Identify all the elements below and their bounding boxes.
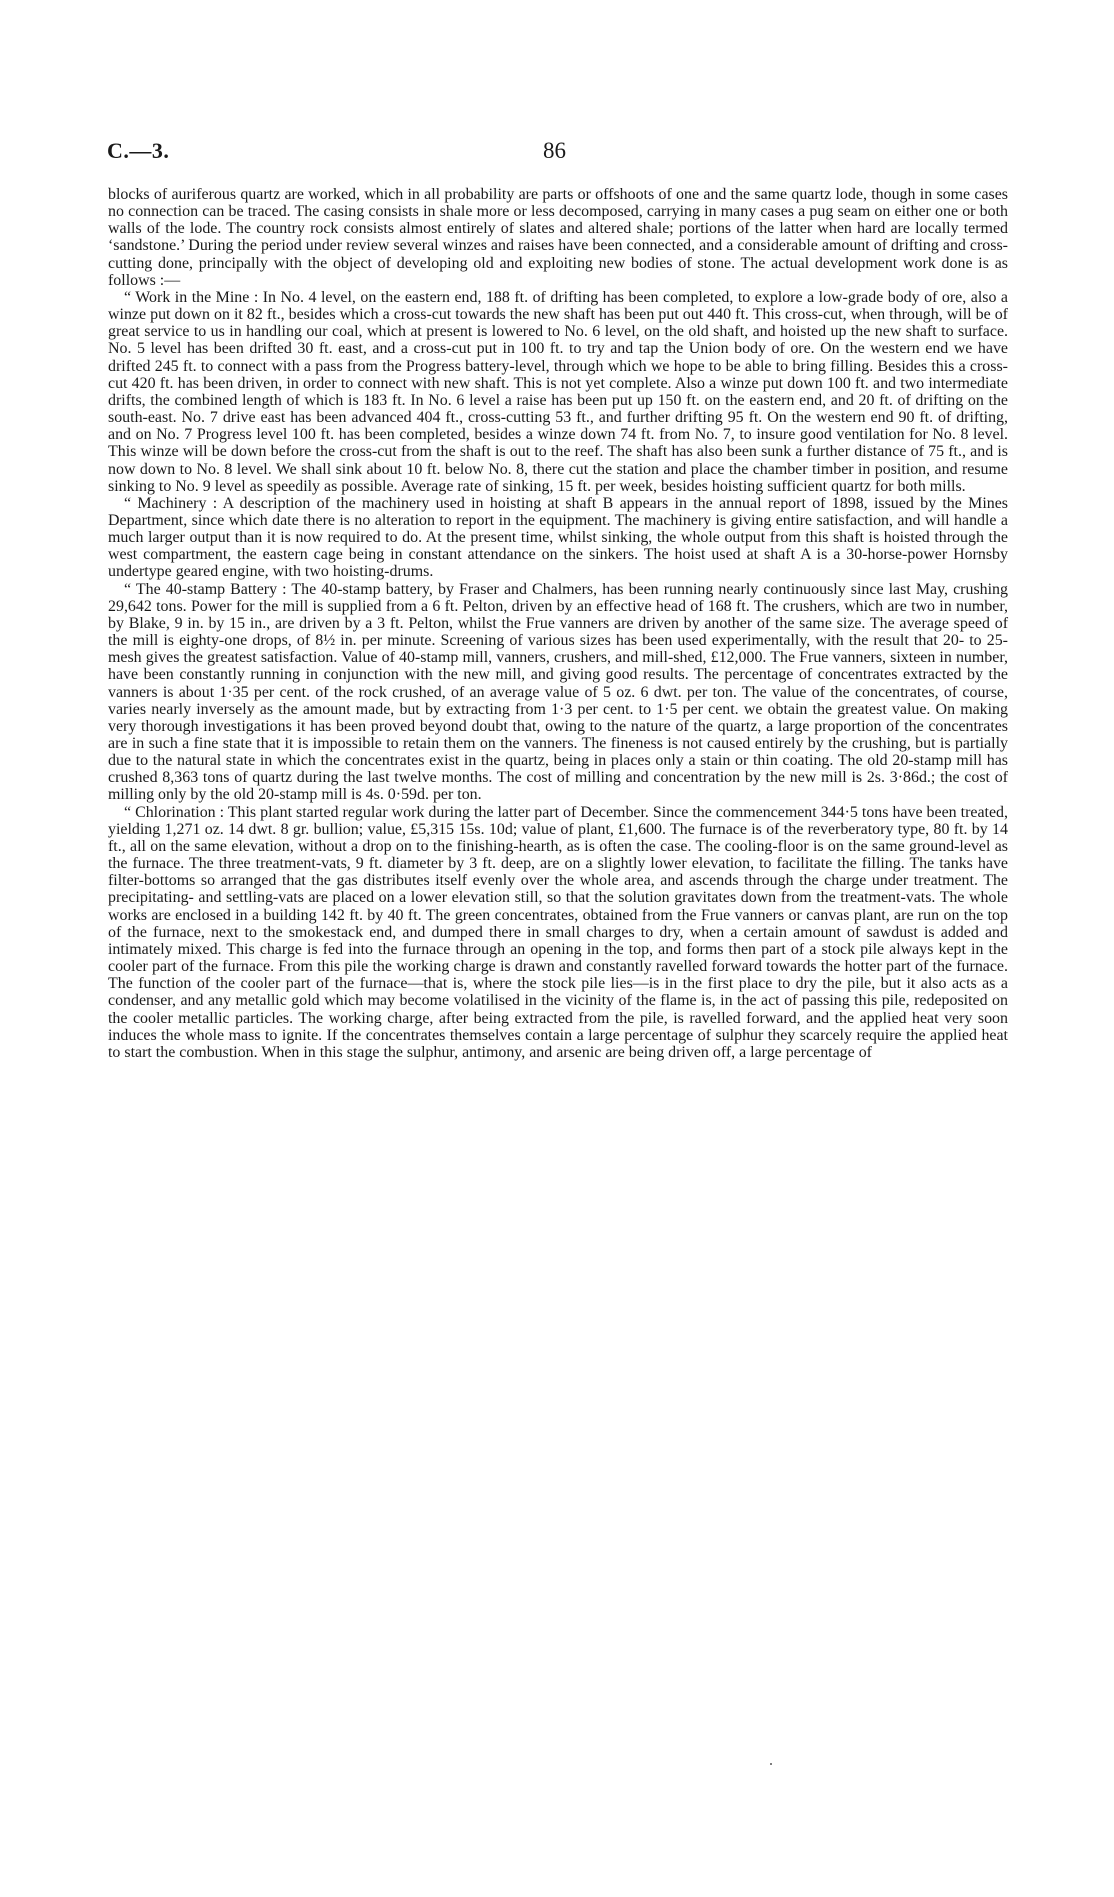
page-header	[107, 138, 1007, 168]
body-text	[108, 186, 1008, 1061]
paper-speck	[770, 1763, 772, 1765]
paragraph-lode-description: blocks of auriferous quartz are worked, which in all probability are parts or offshoots of one and the same quartz lode, though in some cases no connection can be traced. The casing consists in shale more or less decomposed, carrying in many cases a pug seam on either one or both walls of the lode. The country rock consists almost entirely of slates and altered shale; portions of the latter when hard are locally termed ‘sandstone.’ During the period under review several winzes and raises have been connected, and a considerable amount of drifting and cross-cutting done, principally with the object of developing old and exploiting new bodies of stone. The actual development work done is as follows :—	[108, 186, 1008, 289]
document-reference: C.—3.	[107, 138, 170, 163]
paragraph-work-in-mine: “ Work in the Mine : In No. 4 level, on the eastern end, 188 ft. of drifting has been completed, to explore a low-grade body of ore, also a winze put down on it 82 ft., besides which a cross-cut towards the new shaft has been put out 440 ft. This cross-cut, when through, will be of great service to us in handling our coal, which at present is lowered to No. 6 level, on the old shaft, and hoisted up the new shaft to surface. No. 5 level has been drifted 30 ft. east, and a cross-cut put in 100 ft. to try and tap the Union body of ore. On the western end we have drifted 245 ft. to connect with a pass from the Progress battery-level, through which we hope to be able to bring filling. Besides this a cross-cut 420 ft. has been driven, in order to connect with new shaft. This is not yet complete. Also a winze put down 100 ft. and two intermediate drifts, the combined length of which is 183 ft. In No. 6 level a raise has been put up 150 ft. on the eastern end, and 20 ft. of drifting on the south-east. No. 7 drive east has been advanced 404 ft., cross-cutting 53 ft., and further drifting 95 ft. On the western end 90 ft. of drifting, and on No. 7 Progress level 100 ft. has been completed, besides a winze down 74 ft. from No. 7, to insure good ventilation for No. 8 level. This winze will be down before the cross-cut from the shaft is out to the reef. The shaft has also been sunk a further distance of 75 ft., and is now down to No. 8 level. We shall sink about 10 ft. below No. 8, there cut the station and place the chamber timber in position, and resume sinking to No. 9 level as speedily as possible. Average rate of sinking, 15 ft. per week, besides hoisting sufficient quartz for both mills.	[108, 288, 1008, 495]
paragraph-stamp-battery: “ The 40-stamp Battery : The 40-stamp battery, by Fraser and Chalmers, has been running nearly continuously since last May, crushing 29,642 tons. Power for the mill is supplied from a 6 ft. Pelton, driven by an effective head of 168 ft. The crushers, which are two in number, by Blake, 9 in. by 15 in., are driven by a 3 ft. Pelton, whilst the Frue vanners are driven by another of the same size. The average speed of the mill is eighty-one drops, of 8½ in. per minute. Screening of various sizes has been used experimentally, with the result that 20- to 25-mesh gives the greatest satisfaction. Value of 40-stamp mill, vanners, crushers, and mill-shed, £12,000. The Frue vanners, sixteen in number, have been constantly running in conjunction with the new mill, and giving good results. The percentage of concentrates extracted by the vanners is about 1·35 per cent. of the rock crushed, of an average value of 5 oz. 6 dwt. per ton. The value of the concentrates, of course, varies nearly inversely as the amount made, but by extracting from 1·3 per cent. to 1·5 per cent. we obtain the greatest value. On making very thorough investigations it has been proved beyond doubt that, owing to the nature of the quartz, a large proportion of the concentrates are in such a fine state that it is impossible to retain them on the vanners. The fineness is not caused entirely by the crushing, but is partially due to the natural state in which the concentrates exist in the quartz, being in places only a stain or thin coating. The old 20-stamp mill has crushed 8,363 tons of quartz during the last twelve months. The cost of milling and concentration by the new mill is 2s. 3·86d.; the cost of milling only by the old 20-stamp mill is 4s. 0·59d. per ton.	[108, 580, 1008, 804]
paragraph-machinery: “ Machinery : A description of the machinery used in hoisting at shaft B appears in the annual report of 1898, issued by the Mines Department, since which date there is no alteration to report in the equipment. The machinery is giving entire satisfaction, and will handle a much larger output than it is now required to do. At the present time, whilst sinking, the whole output from this shaft is hoisted through the west compartment, the eastern cage being in constant attendance on the sinkers. The hoist used at shaft A is a 30-horse-power Hornsby undertype geared engine, with two hoisting-drums.	[108, 494, 1008, 581]
page-number: 86	[543, 138, 566, 163]
paragraph-chlorination: “ Chlorination : This plant started regular work during the latter part of December. Since the commencement 344·5 tons have been treated, yielding 1,271 oz. 14 dwt. 8 gr. bullion; value, £5,315 15s. 10d; value of plant, £1,600. The furnace is of the reverberatory type, 80 ft. by 14 ft., all on the same elevation, without a drop on to the finishing-hearth, as is often the case. The cooling-floor is on the same ground-level as the furnace. The three treatment-vats, 9 ft. diameter by 3 ft. deep, are on a slightly lower elevation, to facilitate the filling. The tanks have filter-bottoms so arranged that the gas distributes itself evenly over the whole area, and ascends through the charge under treatment. The precipitating- and settling-vats are placed on a lower elevation still, so that the solution gravitates down from the treatment-vats. The whole works are enclosed in a building 142 ft. by 40 ft. The green concentrates, obtained from the Frue vanners or canvas plant, are run on the top of the furnace, next to the smokestack end, and dumped there in small charges to dry, when a certain amount of sawdust is added and intimately mixed. This charge is fed into the furnace through an opening in the top, and forms then part of a stock pile always kept in the cooler part of the furnace. From this pile the working charge is drawn and constantly ravelled forward towards the hotter part of the furnace. The function of the cooler part of the furnace—that is, where the stock pile lies—is in the first place to dry the pile, but it also acts as a condenser, and any metallic gold which may become volatilised in the vicinity of the flame is, in the act of passing this pile, redeposited on the cooler metallic particles. The working charge, after being extracted from the pile, is ravelled forward, and the applied heat very soon induces the whole mass to ignite. If the concentrates themselves contain a large percentage of sulphur they scarcely require the applied heat to start the combustion. When in this stage the sulphur, antimony, and arsenic are being driven off, a large percentage of	[108, 803, 1008, 1061]
